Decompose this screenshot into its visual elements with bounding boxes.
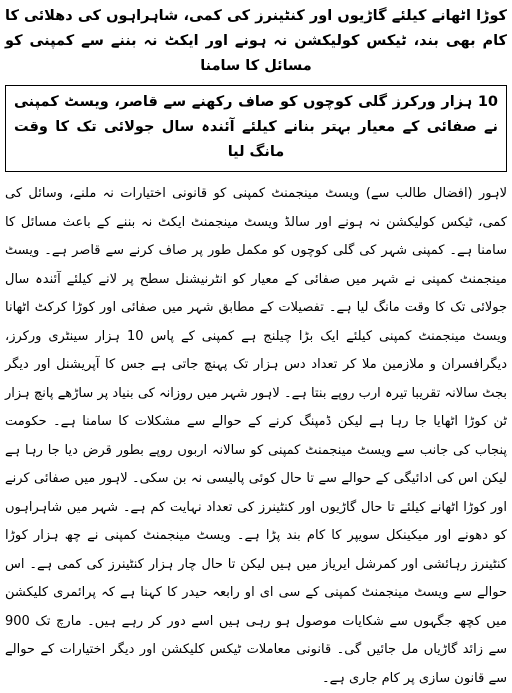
subhead-box: [5, 85, 507, 172]
article-headline: کوڑا اٹھانے کیلئے گاڑیوں اور کنٹینرز کی کمی، شاہراہوں کی دھلائی کا کام بھی بند، ٹیکس کولیکشن نہ ہونے اور ایکٹ نہ بننے سے کمپنی کو مسائل کا سامنا: [5, 8, 507, 74]
article-subhead: 10 ہزار ورکرز گلی کوچوں کو صاف رکھنے سے قاصر، ویسٹ کمپنی نے صفائی کے معیار بہتر بنانے کیلئے آئندہ سال جولائی تک کا وقت مانگ لیا: [14, 94, 498, 160]
article-body: لاہور (افضال طالب سے) ویسٹ مینجمنٹ کمپنی کو قانونی اختیارات نہ ملنے، وسائل کی کمی، ٹیکس کولیکشن نہ ہونے اور سالڈ ویسٹ مینجمنٹ ایکٹ نہ بننے کے باعث مسائل کا سامنا ہے۔ کمپنی شہر کی گلی کوچوں کو مکمل طور پر صاف کرنے سے قاصر ہے۔ ویسٹ مینجمنٹ کمپنی نے شہر میں صفائی کے معیار کو انٹرنیشنل سطح پر لانے کیلئے آئندہ سال جولائی تک کا وقت مانگ لیا ہے۔ تفصیلات کے مطابق شہر میں صفائی اور کوڑا کرکٹ اٹھانا ویسٹ مینجمنٹ کمپنی کیلئے ایک بڑا چیلنج ہے کمپنی کے پاس 10 ہزار سینٹری ورکرز، دیگرافسران و ملازمین ملا کر تعداد دس ہزار تک پہنچ جاتی ہے جس کا آپریشنل اور دیگر بجٹ سالانہ تقریبا تیرہ ارب روپے بنتا ہے۔ لاہور شہر میں روزانہ کی بنیاد پر ساڑھے پانچ ہزار ٹن کوڑا اٹھایا جا رہا ہے لیکن ڈمپنگ کرنے کے حوالے سے مشکلات کا سامنا ہے۔ حکومت پنجاب کی جانب سے ویسٹ مینجمنٹ کمپنی کو سالانہ اربوں روپے بطور قرض دیا جا رہا ہے لیکن اس کی ادائیگی کے حوالے سے تا حال کوئی پالیسی نہ بن سکی۔ لاہور میں صفائی کرنے اور کوڑا اٹھانے کیلئے تا حال گاڑیوں اور کنٹینرز کی تعداد نہایت کم ہے۔ شہر میں شاہراہوں کو دھونے اور میکینکل سویپر کا کام بند پڑا ہے۔ ویسٹ مینجمنٹ کمپنی نے چھ ہزار کوڑا کنٹینرز رہائشی اور کمرشل ایریاز میں ہیں لیکن تا حال چار ہزار کنٹینرز کی کمی ہے۔ اس حوالے سے ویسٹ مینجمنٹ کمپنی کے سی ای او رابعہ حیدر کا کہنا ہے کہ پرائمری کلیکشن میں کچھ جگہوں سے شکایات موصول ہو رہی ہیں اسے دور کر رہے ہیں۔ مارچ تک 900 سے زائد گاڑیاں مل جائیں گی۔ قانونی معاملات ٹیکس کلیکشن اور دیگر اختیارات کے حوالے سے قانون سازی پر کام جاری ہے۔: [5, 186, 507, 686]
